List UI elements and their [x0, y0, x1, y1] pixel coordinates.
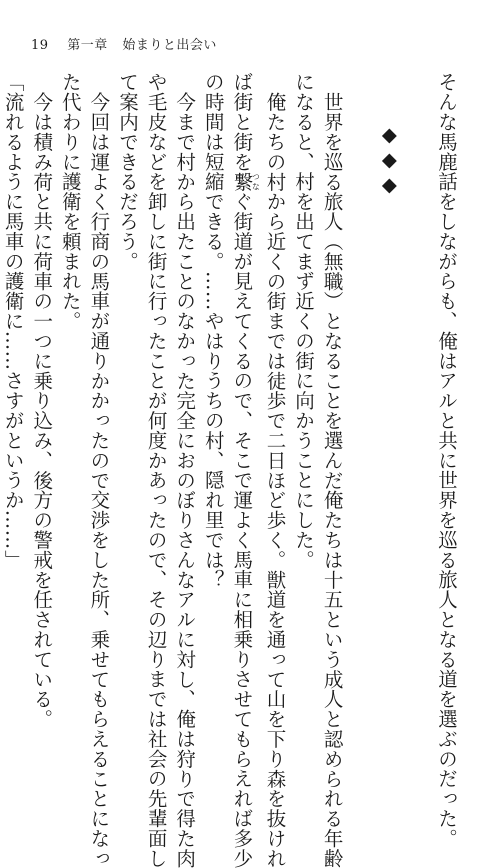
- chapter-title: 始まりと出会い: [122, 38, 217, 53]
- page-number: 19: [31, 38, 49, 53]
- dialogue-line: 「流れるように馬車の護衛に……さすがというか……」: [1, 72, 25, 570]
- running-header: [31, 34, 217, 53]
- chapter-number: 第一章: [67, 38, 108, 53]
- text-line: 今回は運よく行商の馬車が通りかかったので交渉をした所、乗せてもらえることになっ: [87, 91, 111, 868]
- text-line: て案内できるだろう。: [115, 72, 139, 271]
- text-line: や毛皮などを卸しに街に行ったことが何度かあったので、その辺りまでは社会の先輩面し: [144, 72, 168, 868]
- text-line: の時間は短縮できる。……やはりうちの村、隠れ里では？: [201, 72, 225, 590]
- text-line: になると、村を出てまず近くの街に向かうことにした。: [292, 72, 316, 570]
- blank-line: [346, 72, 375, 672]
- text-line: 今は積み荷と共に荷車の一つに乗り込み、後方の警戒を任されている。: [30, 91, 54, 729]
- body-text: [0, 72, 460, 868]
- text-line: 世界を巡る旅人（無職）となることを選んだ俺たちは十五という成人と認められる年齢: [320, 91, 344, 868]
- text-line: た代わりに護衛を頼まれた。: [58, 72, 82, 331]
- ruby-annotation: 繋つな: [230, 171, 261, 192]
- text-line: ば街と街を繋つなぐ街道が見えてくるので、そこで運よく馬車に相乗りさせてもらえれば多少: [230, 72, 261, 868]
- text-line: 俺たちの村から近くの街までは徒歩で二日ほど歩く。獣道を通って山を下り森を抜けれ: [263, 91, 287, 868]
- text-line: そんな馬鹿話をしながらも、俺はアルと共に世界を巡る旅人となる道を選ぶのだった。: [435, 72, 458, 849]
- section-divider: ◆◆◆: [377, 122, 401, 198]
- blank-line: [403, 72, 432, 672]
- text-line: 今まで村から出たことのなかった完全におのぼりさんなアルに対し、俺は狩りで得た肉: [173, 91, 197, 868]
